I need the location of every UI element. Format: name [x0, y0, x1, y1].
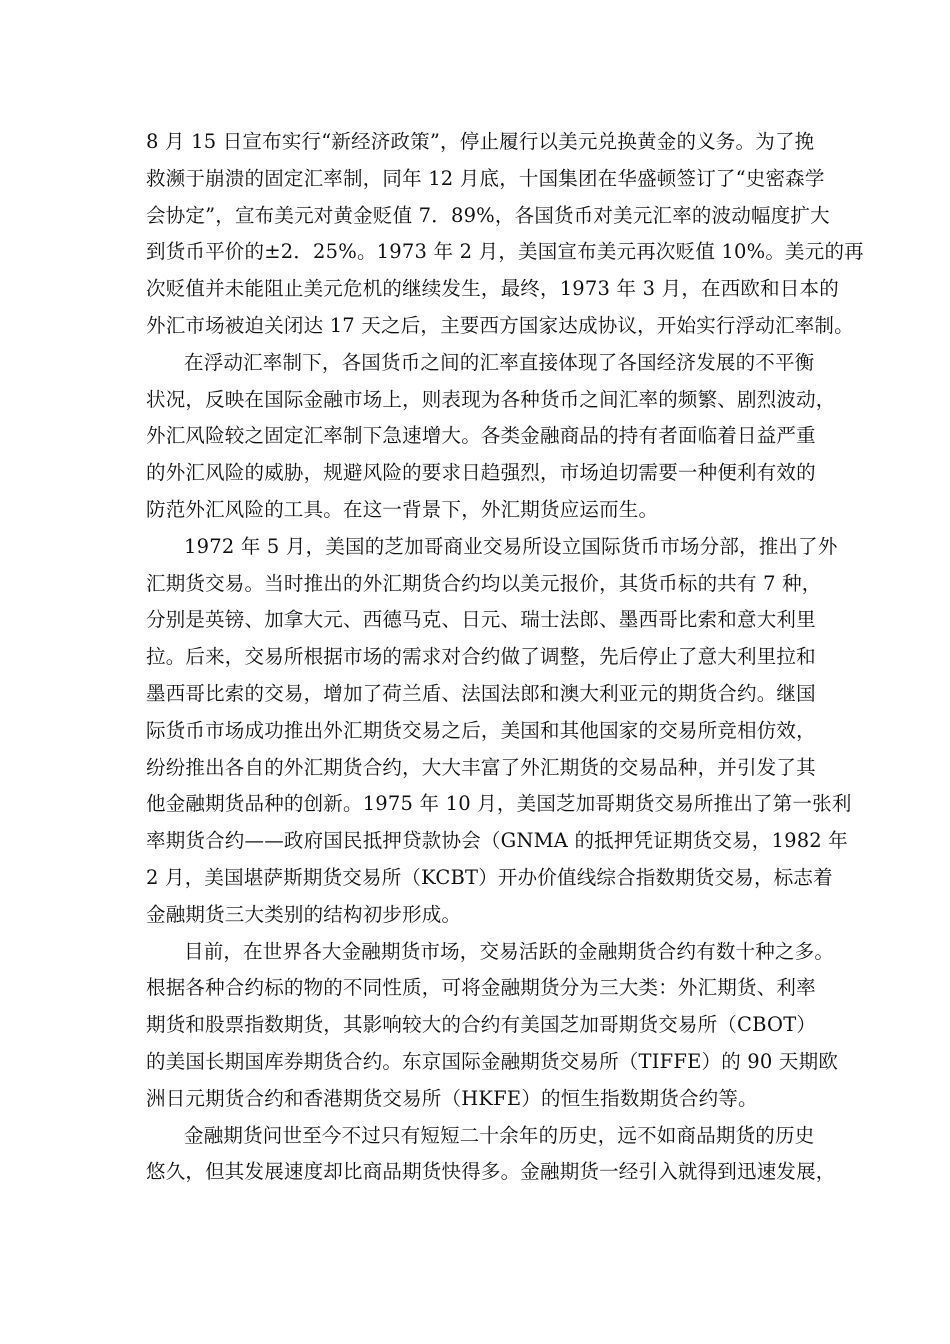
text-line: 的美国长期国库券期货合约。东京国际金融期货交易所（TIFFE）的 90 天期欧 [146, 1049, 839, 1073]
paragraph-2 [146, 345, 836, 529]
text-line: 金融期货三大类别的结构初步形成。 [146, 902, 462, 926]
paragraph-5 [146, 1118, 836, 1192]
text-line: 到货币平价的±2．25%。1973 年 2 月，美国宣布美元再次贬值 10%。美元的再 [146, 240, 864, 264]
text-line: 防范外汇风险的工具。在这一背景下，外汇期货应运而生。 [146, 497, 659, 521]
text-line: 拉。后来，交易所根据市场的需求对合约做了调整，先后停止了意大利里拉和 [146, 645, 816, 669]
text-line: 的外汇风险的威胁，规避风险的要求日趋强烈，市场迫切需要一种便利有效的 [146, 461, 816, 485]
document-body [146, 124, 864, 1191]
text-line: 根据各种合约标的物的不同性质，可将金融期货分为三大类：外汇期货、利率 [146, 976, 816, 1000]
text-line: 率期货合约——政府国民抵押贷款协会（GNMA 的抵押凭证期货交易，1982 年 [146, 829, 849, 853]
text-line: 他金融期货品种的创新。1975 年 10 月，美国芝加哥期货交易所推出了第一张利 [146, 792, 852, 816]
text-line: 纷纷推出各自的外汇期货合约，大大丰富了外汇期货的交易品种，并引发了其 [146, 755, 816, 779]
text-line: 际货币市场成功推出外汇期货交易之后，美国和其他国家的交易所竞相仿效， [146, 718, 816, 742]
text-line: 金融期货问世至今不过只有短短二十余年的历史，远不如商品期货的历史 [184, 1123, 815, 1147]
text-line: 2 月，美国堪萨斯期货交易所（KCBT）开办价值线综合指数期货交易，标志着 [146, 865, 833, 889]
paragraph-1 [146, 124, 864, 345]
text-line: 会协定”，宣布美元对黄金贬值 7．89%，各国货币对美元汇率的波动幅度扩大 [146, 203, 830, 227]
text-line: 期货和股票指数期货，其影响较大的合约有美国芝加哥期货交易所（CBOT） [146, 1013, 817, 1037]
text-line: 外汇风险较之固定汇率制下急速增大。各类金融商品的持有者面临着日益严重 [146, 424, 816, 448]
text-line: 救濒于崩溃的固定汇率制，同年 12 月底，十国集团在华盛顿签订了“史密森学 [146, 166, 825, 190]
text-line: 8 月 15 日宣布实行“新经济政策”，停止履行以美元兑换黄金的义务。为了挽 [146, 130, 815, 153]
text-line: 分别是英镑、加拿大元、西德马克、日元、瑞士法郎、墨西哥比索和意大利里 [146, 608, 816, 632]
text-line: 汇期货交易。当时推出的外汇期货合约均以美元报价，其货币标的共有 7 种， [146, 571, 822, 595]
text-line: 目前，在世界各大金融期货市场，交易活跃的金融期货合约有数十种之多。 [184, 939, 835, 963]
text-line: 1972 年 5 月，美国的芝加哥商业交易所设立国际货币市场分部，推出了外 [184, 534, 838, 558]
text-line: 状况，反映在国际金融市场上，则表现为各种货币之间汇率的频繁、剧烈波动， [146, 387, 836, 411]
text-line: 次贬值并未能阻止美元危机的继续发生，最终，1973 年 3 月，在西欧和日本的 [146, 277, 839, 301]
paragraph-3 [146, 529, 852, 934]
text-line: 悠久，但其发展速度却比商品期货快得多。金融期货一经引入就得到迅速发展， [146, 1160, 836, 1184]
text-line: 在浮动汇率制下，各国货币之间的汇率直接体现了各国经济发展的不平衡 [184, 350, 815, 374]
text-line: 洲日元期货合约和香港期货交易所（HKFE）的恒生指数期货合约等。 [146, 1086, 758, 1110]
text-line: 墨西哥比索的交易，增加了荷兰盾、法国法郎和澳大利亚元的期货合约。继国 [146, 681, 816, 705]
paragraph-4 [146, 934, 839, 1118]
text-line: 外汇市场被迫关闭达 17 天之后，主要西方国家达成协议，开始实行浮动汇率制。 [146, 313, 854, 337]
